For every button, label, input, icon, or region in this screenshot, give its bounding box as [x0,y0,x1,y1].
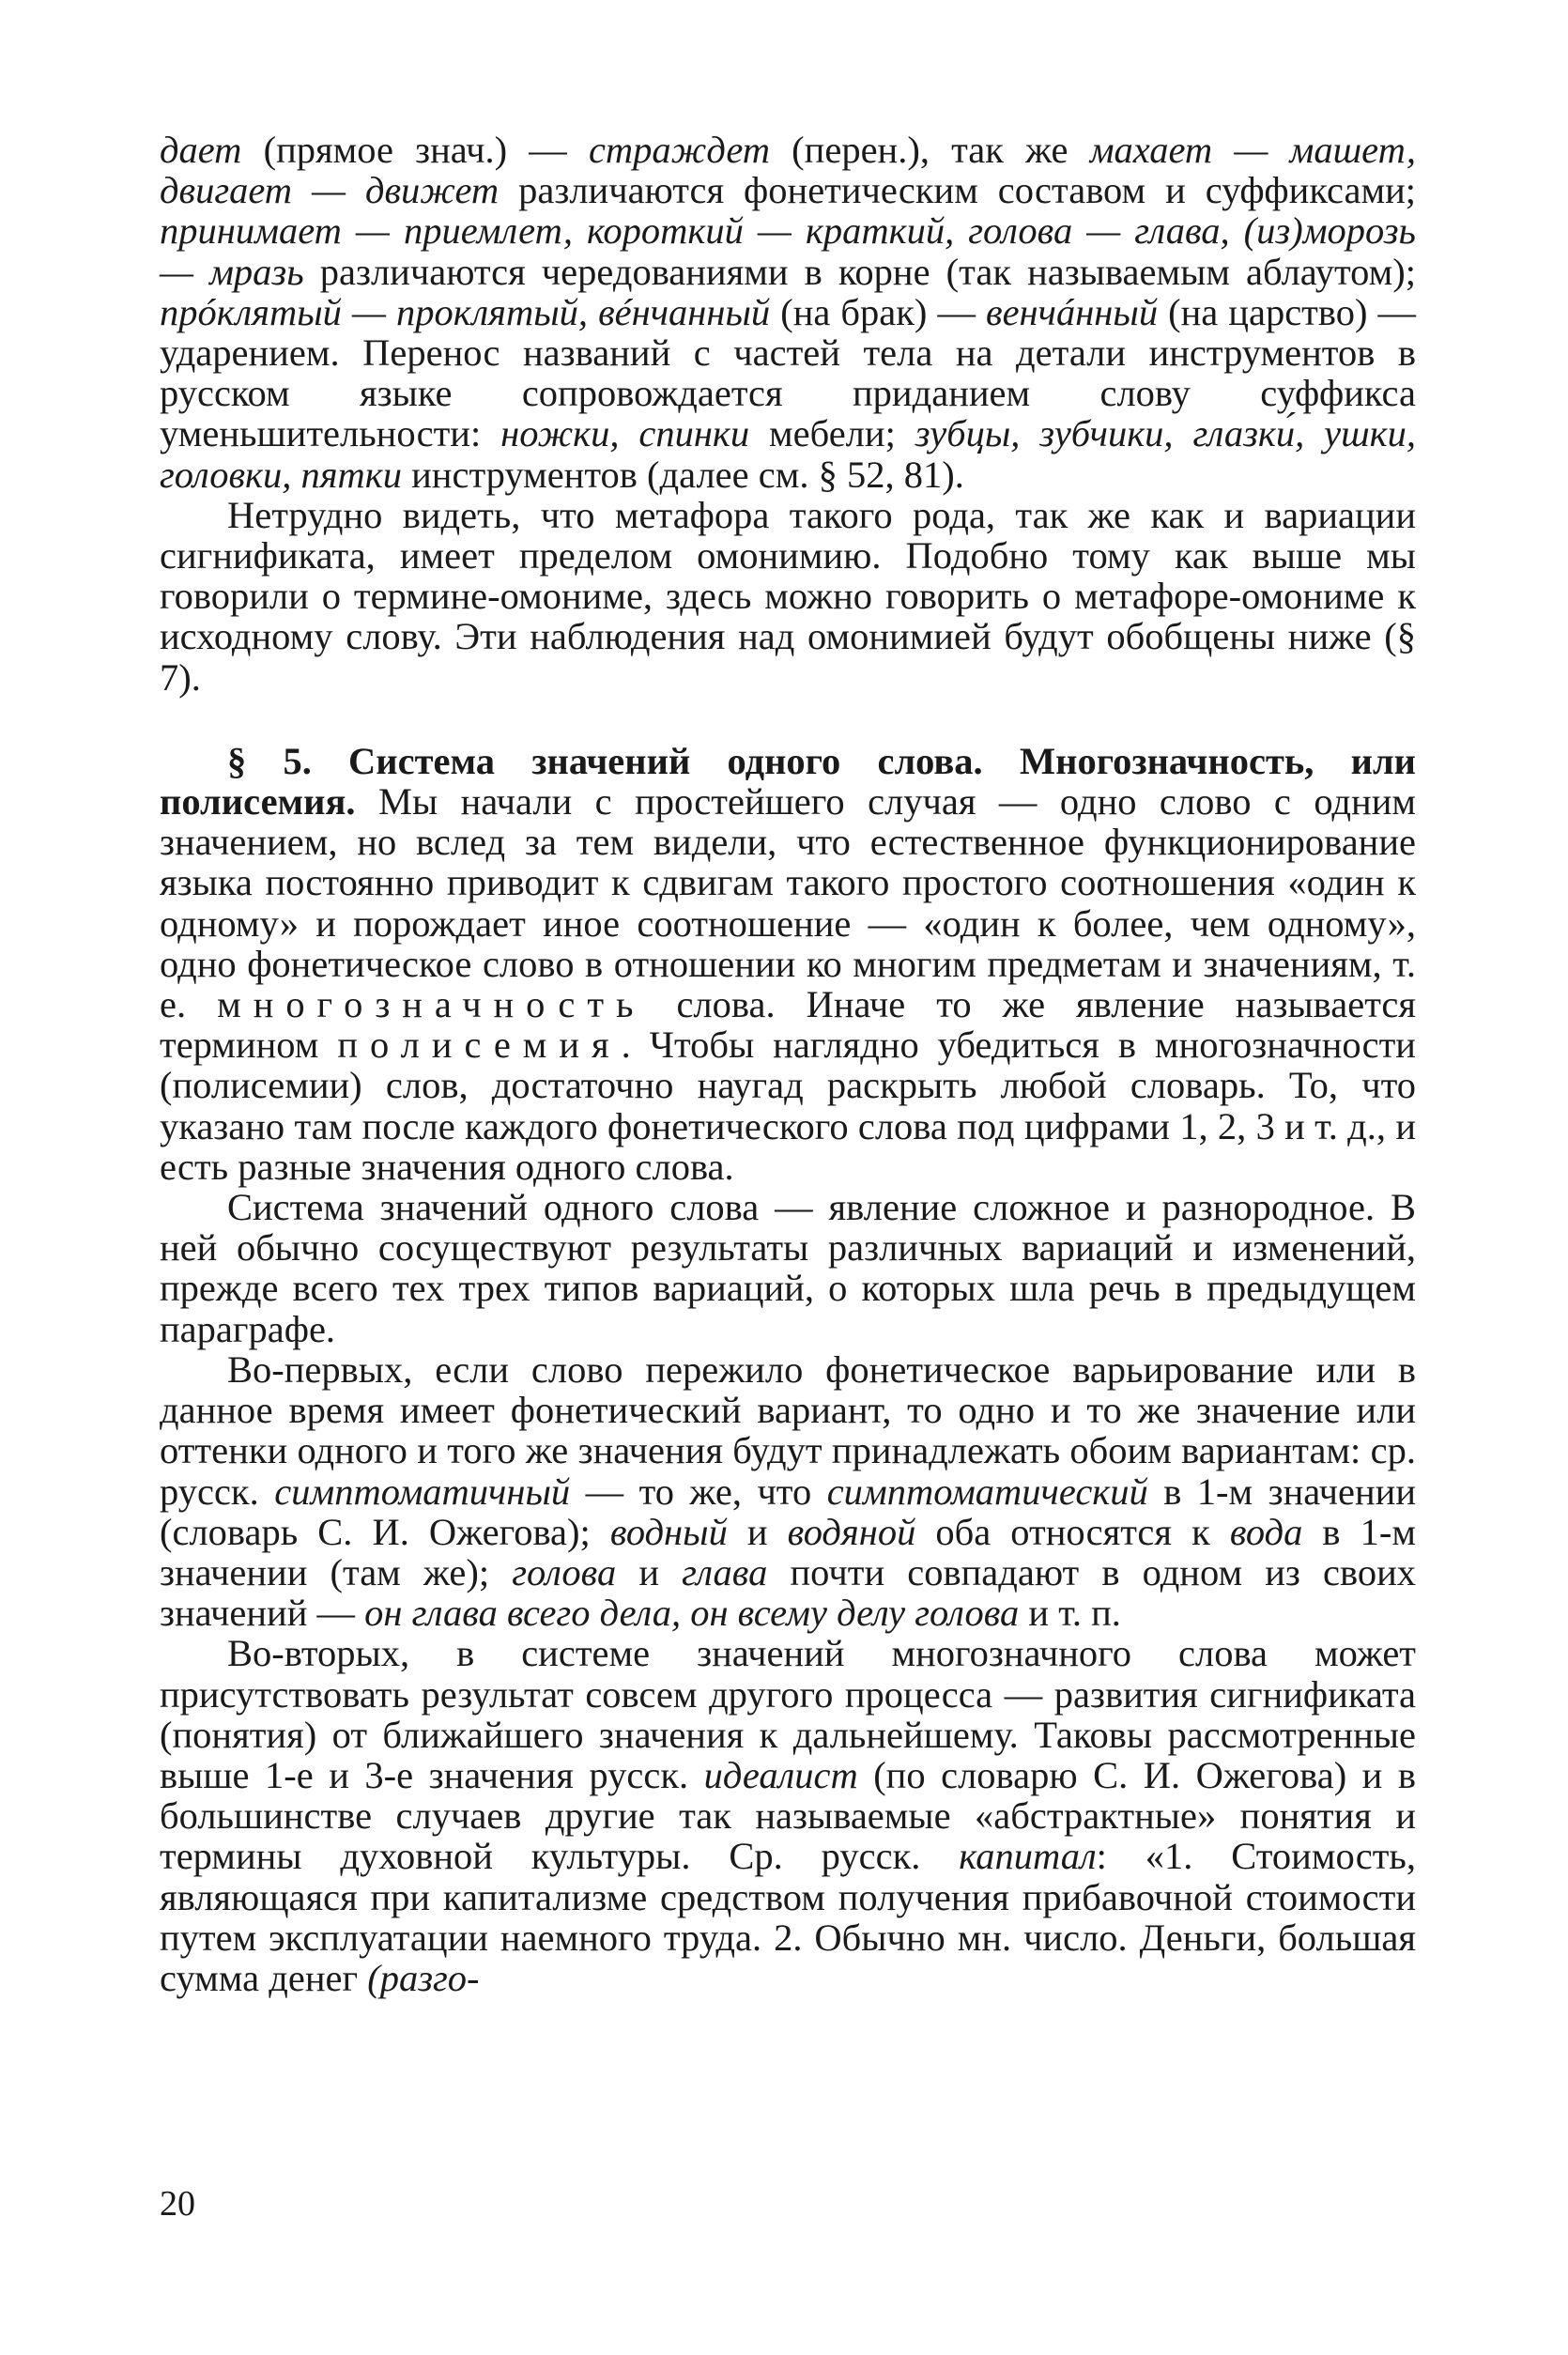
italic-text: принимает — приемлет, короткий — краткий, голова — глава, (из)морозь — мразь [160,209,1416,293]
paragraph-2: Нетрудно видеть, что метафора такого рода, так же как и вариации сигнификата, имеет пределом омонимию. Подобно тому как выше мы говорили о термине-омониме, здесь можно говорить о метафоре-омониме к исходному слову. Эти наблюдения над омонимией будут обобщены ниже (§ 7). [160,493,1416,699]
text: Мы начали с простейшего случая — одно слово с одним значением, но вслед за тем видели, что естественное функционирование языка постоянно приводит к сдвигам такого простого соотношения «один к одному» и порождает иное соотношение — «один к более, чем одному», одно фонетическое слово в отношении ко многим предметам и значениям, т. е. [160,780,1416,1026]
page-number: 20 [160,2184,195,2224]
text: (по словарю С. И. Ожегова) и в большинстве случаев другие так называемые «абстрактные» понятия и термины духовной культуры. Ср. русск. [160,1753,1416,1878]
italic-text: прóклятый — проклятый, вéнчанный [160,290,771,333]
text: слова. Иначе то же явление называется термином [160,983,1416,1067]
text: различаются чередованиями в корне (так называемым аблаутом); [303,250,1416,293]
italic-text: голова [512,1550,617,1593]
italic-text: дает [160,129,242,171]
paragraph-4: Система значений одного слова — явление сложное и разнородное. В ней обычно сосуществуют результаты различных вариаций и изменений, прежде всего тех трех типов вариаций, о которых шла речь в предыдущем параграфе. [160,1186,1416,1350]
section-5-paragraph [160,741,1416,1187]
text: (перен.), так же [770,129,1090,171]
text: инструментов (далее см. § 52, 81). [402,453,964,496]
text: в 1-м значении (словарь С. И. Ожегова); [160,1470,1416,1553]
italic-text: водный [609,1510,728,1553]
text: : «1. Стоимость, являющаяся при капитализме средством получения прибавочной стоимости путем эксплуатации наемного труда. 2. Обычно мн. число. Деньги, большая сумма денег [160,1835,1416,1999]
italic-text: водяной [787,1510,916,1553]
text: и [727,1510,788,1553]
italic-text: он глава всего дела, он всему делу голова [364,1592,1020,1635]
section-heading: § 5. Система значений одного слова. Многозначность, или полисемия. [160,739,1416,823]
spaced-term: многозначность [217,983,646,1026]
text: (прямое знач.) — [241,129,589,171]
text: Во-вторых, в системе значений многозначного слова может присутствовать результат совсем другого процесса — развития сигнификата (понятия) от ближайшего значения к дальнейшему. Таковы рассмотренные выше 1-е и 3-е значения русск. [160,1632,1416,1796]
italic-text: симптоматический [826,1470,1148,1513]
text: и [616,1550,683,1593]
italic-text: (разго- [367,1956,480,1999]
page-body [160,130,1416,1998]
text: Во-первых, если слово пережило фонетическое варьирование или в данное время имеет фонетический вариант, то одно и то же значение или оттенки одного и того же значения будут принадлежать обоим вариантам: ср. русск. [160,1347,1416,1513]
text: различаются фонетическим составом и суффиксами; [499,169,1417,212]
paragraph-6 [160,1633,1416,1998]
text: почти совпадают в одном из своих значений — [160,1550,1416,1635]
text: — то же, что [570,1470,827,1513]
text: (на брак) — [770,290,986,333]
text: в 1-м значении (там же); [160,1510,1416,1593]
text: . Чтобы наглядно убедиться в многозначности (полисемии) слов, достаточно наугад раскрыть любой словарь. То, что указано там после каждого фонетического слова под цифрами 1, 2, 3 и т. д., и есть разные значения одного слова. [160,1024,1416,1188]
italic-text: махает — машет, двигает — движет [160,129,1416,212]
italic-text: зубцы, зубчики, глазки́, ушки, головки, пятки [160,412,1417,496]
italic-text: ножки, спинки [500,412,750,455]
spaced-term: полисемия [337,1024,622,1067]
italic-text: вода [1229,1510,1303,1553]
text: и т. п. [1019,1592,1121,1635]
text: мебели; [749,412,915,455]
italic-text: идеалист [703,1753,858,1796]
text: (на царство) — ударением. Перенос названий с частей тела на детали инструментов в русском языке сопровождается приданием слову суффикса уменьшительности: [160,290,1416,455]
italic-text: симптоматичный [274,1470,571,1513]
italic-text: капитал [959,1835,1097,1878]
italic-text: глава [682,1550,768,1593]
italic-text: венчáнный [985,290,1159,333]
paragraph-1 [160,130,1416,495]
text: оба относятся к [915,1510,1230,1553]
italic-text: страждет [588,129,771,171]
paragraph-5 [160,1349,1416,1633]
